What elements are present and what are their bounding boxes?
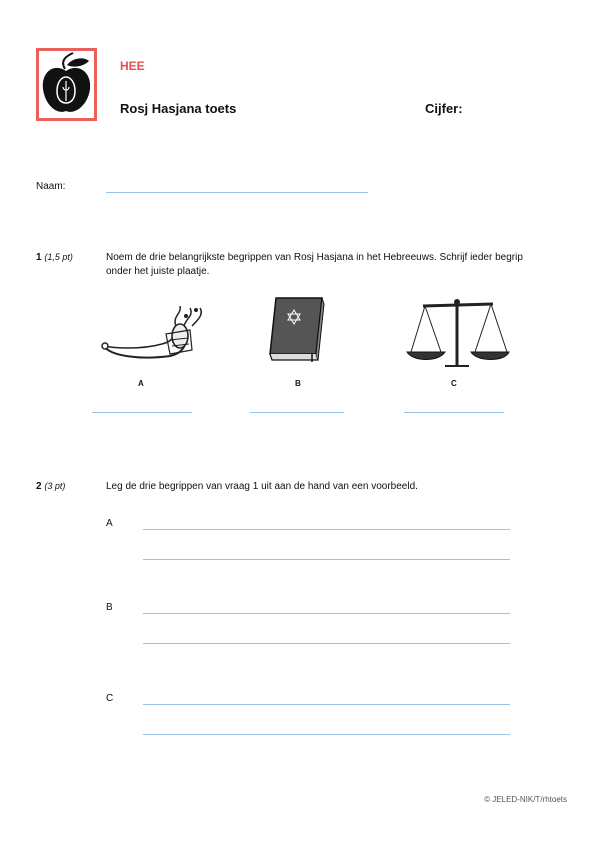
q2-label-c: C	[106, 693, 114, 704]
q2-answer-c-line1[interactable]	[143, 704, 510, 705]
scales-image	[405, 296, 510, 368]
q1-text: Noem de drie belangrijkste begrippen van Rosj Hasjana in het Hebreeuws. Schrijf ieder begrip onder het juiste plaatje.	[106, 252, 523, 277]
q2-label-b: B	[106, 602, 113, 613]
q1-answer-c-field[interactable]	[404, 412, 504, 413]
q1-number	[36, 252, 73, 263]
book-image	[264, 296, 326, 364]
apple-icon	[39, 51, 94, 118]
q2-answer-b-line2[interactable]	[143, 643, 510, 644]
q1-caption-b: B	[295, 379, 301, 388]
q2-points: (3 pt)	[44, 481, 66, 491]
name-label: Naam:	[36, 181, 66, 192]
footer-copyright: © JELED-NIK/T/rhtoets	[484, 795, 567, 804]
q2-text: Leg de drie begrippen van vraag 1 uit aan de hand van een voorbeeld.	[106, 481, 418, 492]
q1-caption-c: C	[451, 379, 457, 388]
shofar-icon	[100, 298, 215, 378]
brand-label: HEE	[120, 59, 145, 73]
q1-points: (1,5 pt)	[44, 252, 73, 262]
q1-answer-b-field[interactable]	[250, 412, 344, 413]
scales-icon	[405, 296, 510, 368]
q2-number	[36, 481, 65, 492]
apple-logo	[36, 48, 97, 121]
book-icon	[264, 296, 326, 364]
grade-label: Cijfer:	[425, 101, 463, 116]
q2-answer-a-line1[interactable]	[143, 529, 510, 530]
q1-answer-a-field[interactable]	[92, 412, 192, 413]
q2-label-a: A	[106, 518, 113, 529]
q2-answer-a-line2[interactable]	[143, 559, 510, 560]
q1-number-text: 1	[36, 252, 42, 263]
q2-answer-c-line2[interactable]	[143, 734, 510, 735]
q2-answer-b-line1[interactable]	[143, 613, 510, 614]
name-field[interactable]	[106, 192, 368, 193]
q2-number-text: 2	[36, 481, 42, 492]
q1-caption-a: A	[138, 379, 144, 388]
shofar-image	[100, 298, 215, 378]
page-title: Rosj Hasjana toets	[120, 101, 237, 116]
